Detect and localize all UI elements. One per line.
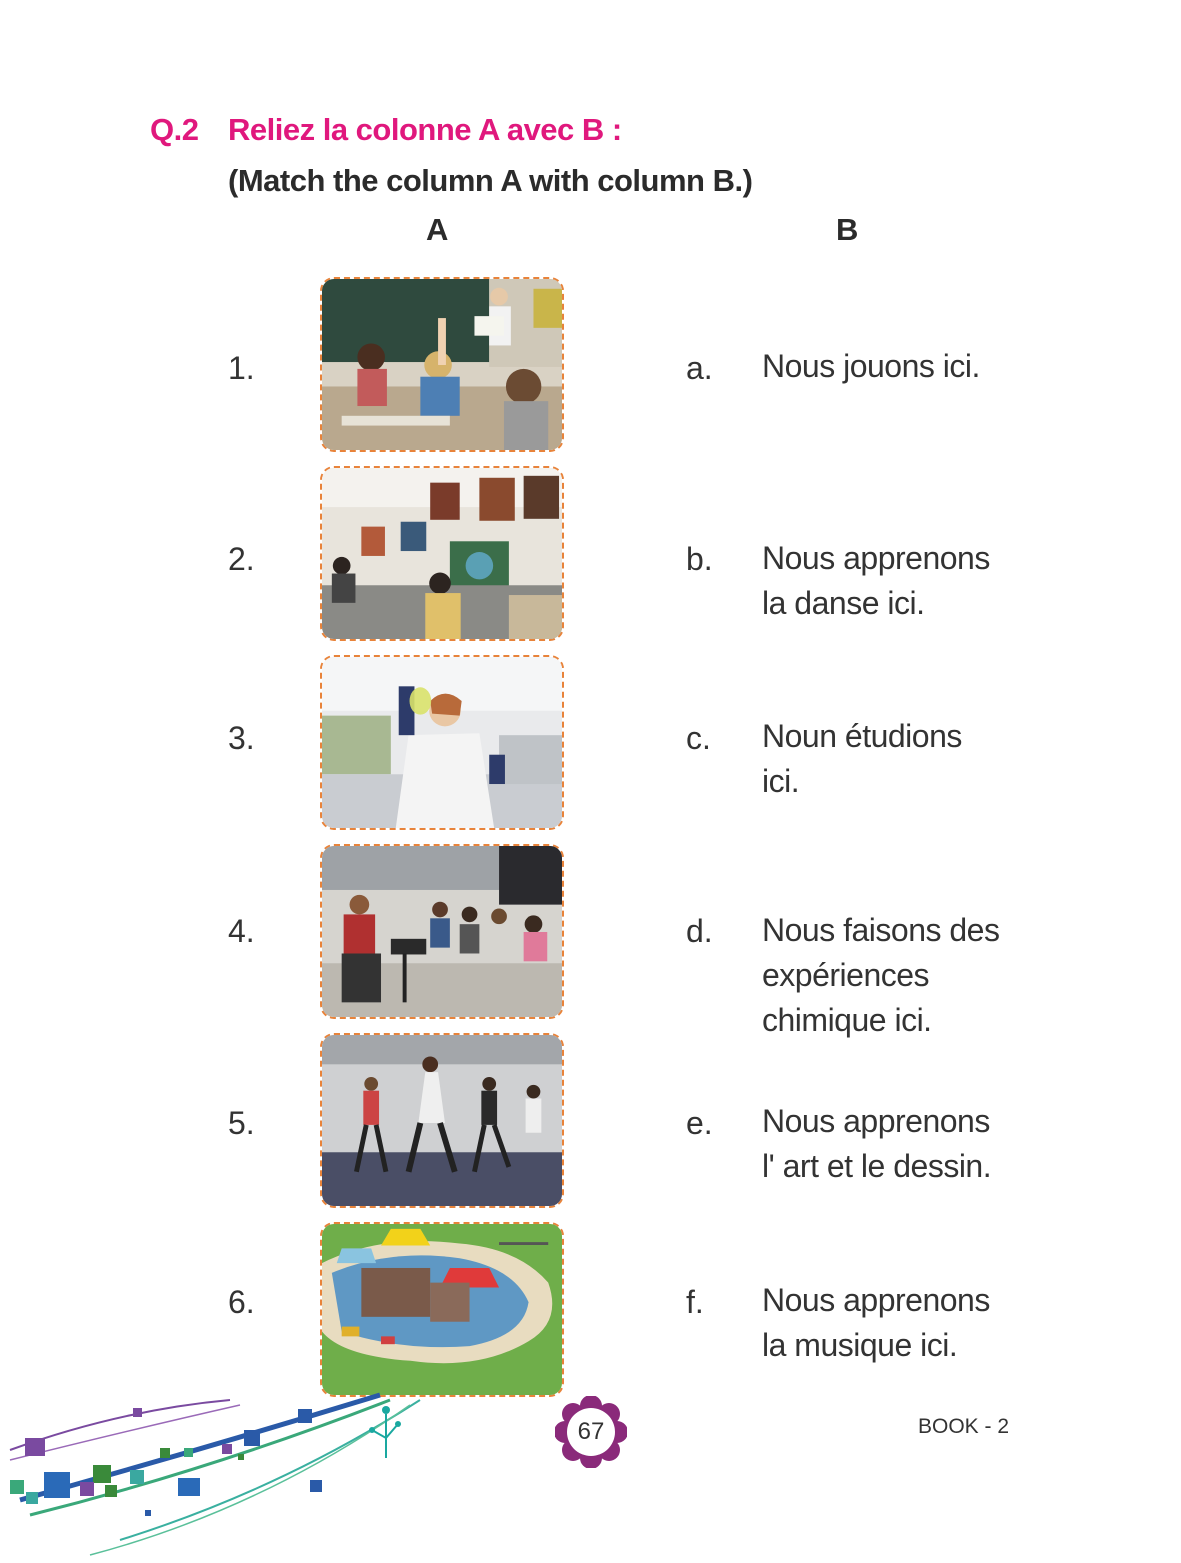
answer-letter-b: b. [686, 541, 713, 577]
chemistry-lab-photo[interactable] [320, 655, 564, 830]
row-number-4: 4. [228, 913, 255, 949]
playground-photo[interactable] [320, 1222, 564, 1397]
row-number-1: 1. [228, 350, 255, 386]
page-number-badge [555, 1396, 627, 1468]
classroom-photo[interactable] [320, 277, 564, 452]
answer-text-line: ici. [762, 763, 800, 799]
music-room-photo[interactable] [320, 844, 564, 1019]
answer-text-line: Nous faisons des [762, 912, 1000, 948]
answer-text-line: Noun étudions [762, 718, 962, 754]
answer-text-e [762, 1099, 1062, 1189]
column-b-heading: B [836, 212, 859, 247]
decorative-wave-icon [0, 1390, 440, 1563]
row-number-5: 5. [228, 1105, 255, 1141]
answer-text-c [762, 714, 1062, 804]
answer-text-line: chimique ici. [762, 1002, 932, 1038]
answer-text-line: l' art et le dessin. [762, 1148, 992, 1184]
row-number-6: 6. [228, 1284, 255, 1320]
answer-text-line: Nous apprenons [762, 540, 990, 576]
row-number-3: 3. [228, 720, 255, 756]
answer-text-f [762, 1278, 1062, 1368]
answer-text-d [762, 908, 1062, 1043]
column-a-heading: A [426, 212, 449, 247]
book-label: BOOK - 2 [918, 1415, 1010, 1438]
question-title: Reliez la colonne A avec B : [228, 112, 622, 147]
dance-studio-photo[interactable] [320, 1033, 564, 1208]
answer-text-line: la musique ici. [762, 1327, 958, 1363]
answer-text-a [762, 344, 1062, 389]
question-subtitle: (Match the column A with column B.) [228, 163, 753, 198]
question-number: Q.2 [150, 112, 199, 147]
answer-letter-d: d. [686, 913, 713, 949]
row-number-2: 2. [228, 541, 255, 577]
answer-text-line: la danse ici. [762, 585, 925, 621]
answer-text-line: Nous jouons ici. [762, 348, 980, 384]
answer-letter-c: c. [686, 720, 711, 756]
answer-text-b [762, 536, 1062, 626]
answer-text-line: Nous apprenons [762, 1282, 990, 1318]
answer-text-line: Nous apprenons [762, 1103, 990, 1139]
answer-letter-a: a. [686, 350, 713, 386]
art-room-photo[interactable] [320, 466, 564, 641]
answer-text-line: expériences [762, 957, 930, 993]
answer-letter-e: e. [686, 1105, 713, 1141]
answer-letter-f: f. [686, 1284, 704, 1320]
page-number: 67 [577, 1418, 605, 1445]
